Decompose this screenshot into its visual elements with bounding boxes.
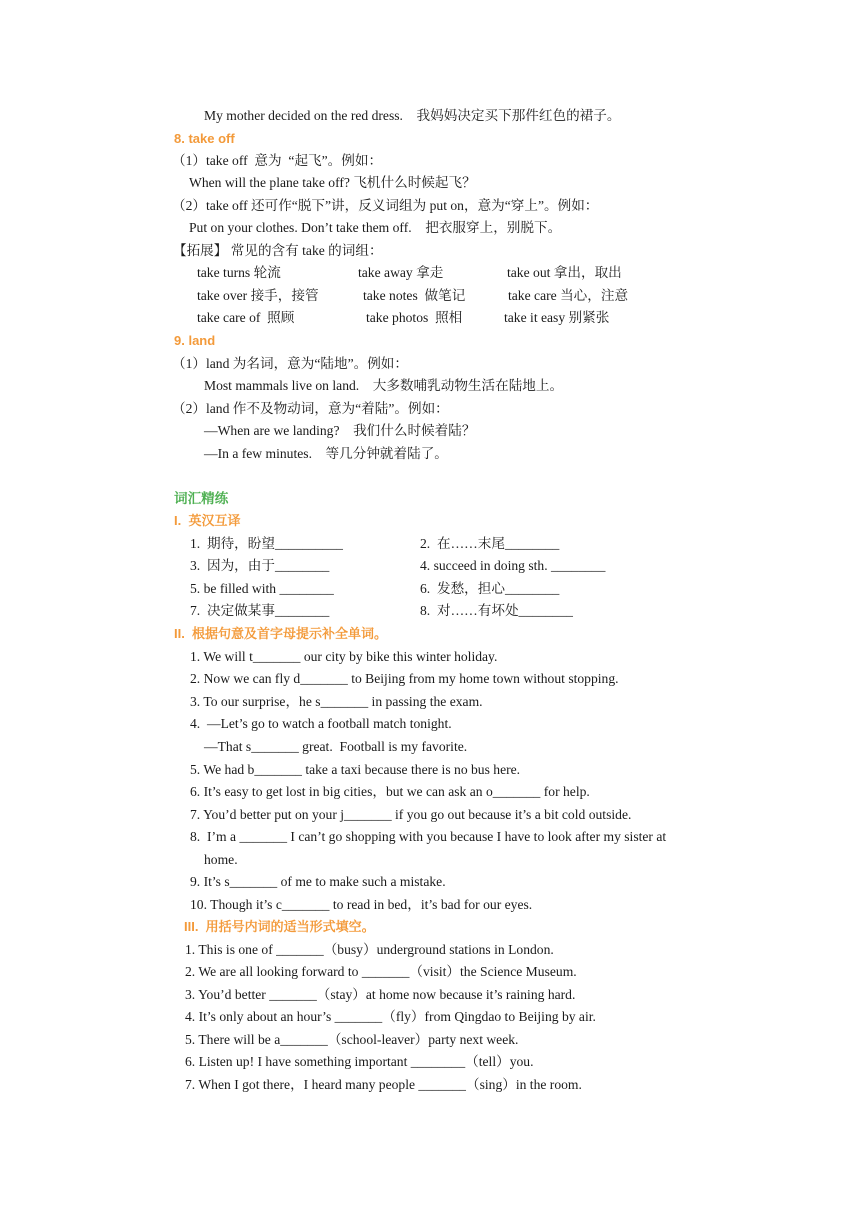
exercise-item: 8. I’m a _______ I can’t go shopping with you because I have to look after my sister at xyxy=(190,829,667,844)
phrase-item: take it easy 别紧张 xyxy=(504,310,610,325)
exercise-item: 6. Listen up! I have something important ________（tell）you. xyxy=(185,1054,534,1069)
phrase-item: take over 接手，接管 xyxy=(197,288,319,303)
exercise-item: 2. Now we can fly d_______ to Beijing from my home town without stopping. xyxy=(190,671,619,686)
example-sentence: Put on your clothes. Don’t take them off. 把衣服穿上，别脱下。 xyxy=(189,220,562,235)
exercise-heading-3: III. 用括号内词的适当形式填空。 xyxy=(184,919,375,934)
example-sentence: When will the plane take off? 飞机什么时候起飞？ xyxy=(189,175,476,190)
paragraph-line: （2）land 作不及物动词，意为“着陆”。例如： xyxy=(172,401,449,416)
exercise-item: 6. 发愁，担心________ xyxy=(420,581,560,596)
exercise-item: 4. It’s only about an hour’s _______（fly）from Qingdao to Beijing by air. xyxy=(185,1009,596,1024)
exercise-item: 4. —Let’s go to watch a football match tonight. xyxy=(190,716,452,731)
exercise-item: 3. You’d better _______（stay）at home now because it’s raining hard. xyxy=(185,987,576,1002)
exercise-item: 7. When I got there，I heard many people _______（sing）in the room. xyxy=(185,1077,582,1092)
phrase-item: take away 拿走 xyxy=(358,265,444,280)
exercise-item: 8. 对……有坏处________ xyxy=(420,603,573,618)
exercise-item: 1. 期待，盼望__________ xyxy=(190,536,343,551)
exercise-item: 4. succeed in doing sth. ________ xyxy=(420,558,606,573)
phrase-item: take care of 照顾 xyxy=(197,310,295,325)
extension-heading: 【拓展】 常见的含有 take 的词组： xyxy=(173,243,383,258)
exercise-item: 3. To our surprise，he s_______ in passing the exam. xyxy=(190,694,483,709)
section-heading-land: 9. land xyxy=(174,333,216,348)
paragraph-line: （2）take off 还可作“脱下”讲，反义词组为 put on，意为“穿上”。例如： xyxy=(172,198,599,213)
phrase-item: take care 当心，注意 xyxy=(508,288,629,303)
exercise-item: 10. Though it’s c_______ to read in bed，it’s bad for our eyes. xyxy=(190,897,533,912)
phrase-item: take photos 照相 xyxy=(366,310,463,325)
exercise-heading-2: II. 根据句意及首字母提示补全单词。 xyxy=(174,626,388,641)
practice-title: 词汇精练 xyxy=(174,491,229,506)
exercise-heading-1: I. 英汉互译 xyxy=(174,513,241,528)
phrase-item: take turns 轮流 xyxy=(197,265,281,280)
exercise-item: 1. We will t_______ our city by bike this winter holiday. xyxy=(190,649,498,664)
example-sentence: Most mammals live on land. 大多数哺乳动物生活在陆地上。 xyxy=(204,378,564,393)
exercise-item: 5. We had b_______ take a taxi because there is no bus here. xyxy=(190,762,521,777)
paragraph-line: （1）take off 意为 “起飞”。例如： xyxy=(172,153,383,168)
section-heading-take-off: 8. take off xyxy=(174,131,235,146)
exercise-item: 5. There will be a_______（school-leaver）party next week. xyxy=(185,1032,519,1047)
phrase-item: take out 拿出，取出 xyxy=(507,265,622,280)
paragraph-line: （1）land 为名词，意为“陆地”。例如： xyxy=(172,356,408,371)
exercise-item: 7. You’d better put on your j_______ if you go out because it’s a bit cold outside. xyxy=(190,807,632,822)
exercise-item: —That s_______ great. Football is my favorite. xyxy=(204,739,468,754)
example-sentence: —When are we landing? 我们什么时候着陆？ xyxy=(204,423,476,438)
exercise-item: 1. This is one of _______（busy）underground stations in London. xyxy=(185,942,554,957)
example-sentence: —In a few minutes. 等几分钟就着陆了。 xyxy=(204,446,448,461)
exercise-item: 2. We are all looking forward to _______（visit）the Science Museum. xyxy=(185,964,577,979)
exercise-item: 7. 决定做某事________ xyxy=(190,603,330,618)
exercise-item: 6. It’s easy to get lost in big cities，but we can ask an o_______ for help. xyxy=(190,784,590,799)
phrase-item: take notes 做笔记 xyxy=(363,288,466,303)
exercise-item: 2. 在……末尾________ xyxy=(420,536,560,551)
exercise-item: 3. 因为，由于________ xyxy=(190,558,330,573)
example-sentence: My mother decided on the red dress. 我妈妈决定买下那件红色的裙子。 xyxy=(204,108,621,123)
exercise-item: 9. It’s s_______ of me to make such a mistake. xyxy=(190,874,446,889)
exercise-item: home. xyxy=(204,852,238,867)
exercise-item: 5. be filled with ________ xyxy=(190,581,334,596)
